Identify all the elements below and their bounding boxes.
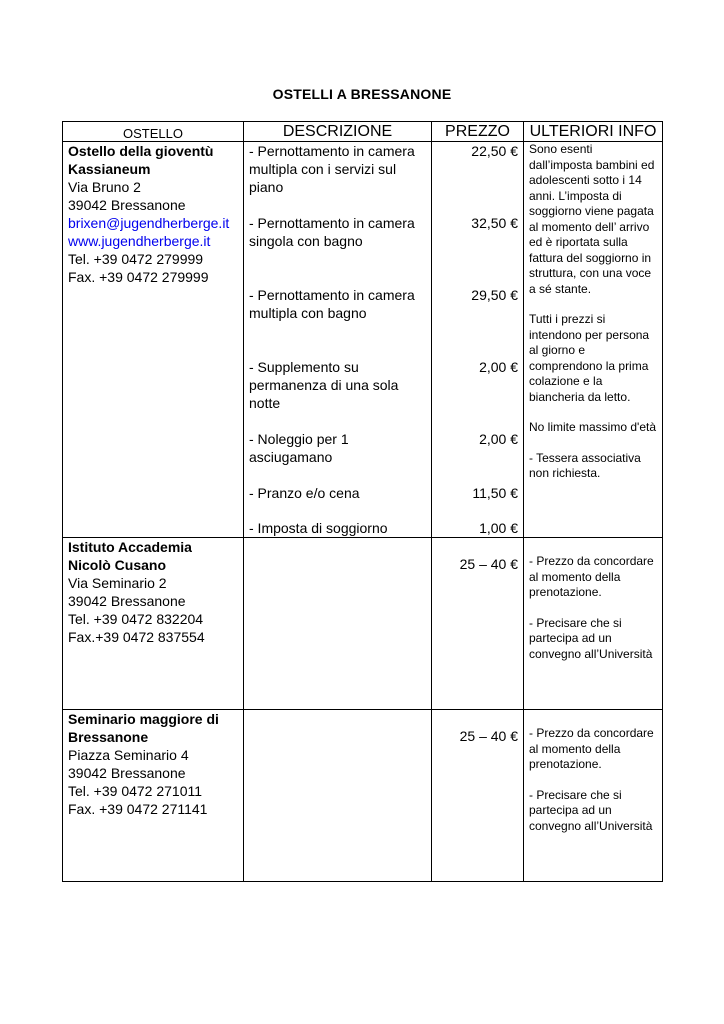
info-cell: [524, 538, 663, 710]
header-prezzo: PREZZO: [432, 122, 524, 142]
description-item: - Supplemento su permanenza di una sola notte: [249, 359, 399, 411]
hostel-tel: Tel. +39 0472 271011: [68, 783, 203, 799]
hostel-name: Bressanone: [68, 729, 149, 745]
description-item: - Pernottamento in camera multipla con bagno: [249, 287, 415, 321]
table-row: [63, 710, 663, 882]
price-value: 29,50 €: [471, 287, 518, 303]
document-title: OSTELLI A BRESSANONE: [272, 86, 452, 102]
price-value: 25 – 40 €: [459, 556, 518, 572]
hostel-name: Seminario maggiore di: [68, 711, 219, 727]
hostel-tel: Tel. +39 0472 279999: [68, 251, 204, 267]
table-row: [63, 142, 663, 538]
hostel-name: Istituto Accademia: [68, 539, 192, 555]
hostel-tel: Tel. +39 0472 832204: [68, 611, 204, 627]
hostel-fax: Fax. +39 0472 279999: [68, 269, 209, 285]
price-value: 32,50 €: [471, 215, 518, 231]
header-descrizione: DESCRIZIONE: [244, 122, 432, 142]
price-value: 11,50 €: [472, 485, 518, 501]
description-item: - Pernottamento in camera singola con bagno: [249, 215, 415, 249]
header-row: [63, 122, 663, 142]
hostel-email-link[interactable]: brixen@jugendherberge.it: [68, 215, 230, 231]
hostel-fax: Fax.+39 0472 837554: [68, 629, 205, 645]
price-cell: [432, 710, 524, 882]
hostel-address: Via Seminario 2: [68, 575, 167, 591]
price-value: 2,00 €: [479, 359, 518, 375]
price-value: 22,50 €: [471, 143, 518, 159]
hostel-name: Nicolò Cusano: [68, 557, 167, 573]
hostel-cell: [63, 710, 244, 882]
hostel-address: Piazza Seminario 4: [68, 747, 189, 763]
info-paragraph: Sono esenti dall’imposta bambini ed adolescenti sotto i 14 anni. L’imposta di soggiorno viene pagata al momento dell’ arrivo ed è riportata sulla fattura del soggiorno in struttura, con una voce a sé stante.: [529, 142, 655, 296]
hostel-name: Kassianeum: [68, 161, 151, 177]
hostel-website-link[interactable]: www.jugendherberge.it: [68, 233, 211, 249]
price-cell: [432, 538, 524, 710]
description-item: - Imposta di soggiorno: [249, 520, 388, 536]
info-paragraph: - Precisare che si partecipa ad un convegno all’Università: [529, 787, 653, 833]
info-cell: [524, 710, 663, 882]
header-ostello: OSTELLO: [63, 122, 244, 142]
hostels-table: [62, 121, 663, 882]
description-cell: [244, 538, 432, 710]
info-paragraph: - Prezzo da concordare al momento della prenotazione.: [529, 726, 654, 771]
info-paragraph: Tutti i prezzi si intendono per persona al giorno e comprendono la prima colazione e la biancheria da letto.: [529, 312, 650, 404]
description-item: - Noleggio per 1 asciugamano: [249, 431, 349, 465]
description-cell: [244, 710, 432, 882]
info-paragraph: - Precisare che si partecipa ad un convegno all’Università: [529, 615, 653, 661]
price-cell: [432, 142, 524, 538]
hostel-fax: Fax. +39 0472 271141: [68, 801, 208, 817]
hostel-city: 39042 Bressanone: [68, 593, 186, 609]
description-item: - Pernottamento in camera multipla con i servizi sul piano: [249, 143, 415, 195]
hostel-cell: [63, 142, 244, 538]
hostel-city: 39042 Bressanone: [68, 197, 186, 213]
table-row: [63, 538, 663, 710]
price-value: 1,00 €: [479, 520, 518, 536]
price-value: 25 – 40 €: [459, 728, 518, 744]
info-paragraph: No limite massimo d'età: [529, 420, 656, 434]
description-cell: [244, 142, 432, 538]
header-info: ULTERIORI INFO: [524, 122, 663, 142]
info-paragraph: - Prezzo da concordare al momento della prenotazione.: [529, 554, 654, 599]
hostel-name: Ostello della gioventù: [68, 143, 214, 159]
hostel-cell: [63, 538, 244, 710]
info-paragraph: - Tessera associativa non richiesta.: [529, 450, 641, 480]
price-value: 2,00 €: [479, 431, 518, 447]
hostel-city: 39042 Bressanone: [68, 765, 186, 781]
info-cell: [524, 142, 663, 538]
description-item: - Pranzo e/o cena: [249, 485, 360, 501]
hostel-address: Via Bruno 2: [68, 179, 141, 195]
